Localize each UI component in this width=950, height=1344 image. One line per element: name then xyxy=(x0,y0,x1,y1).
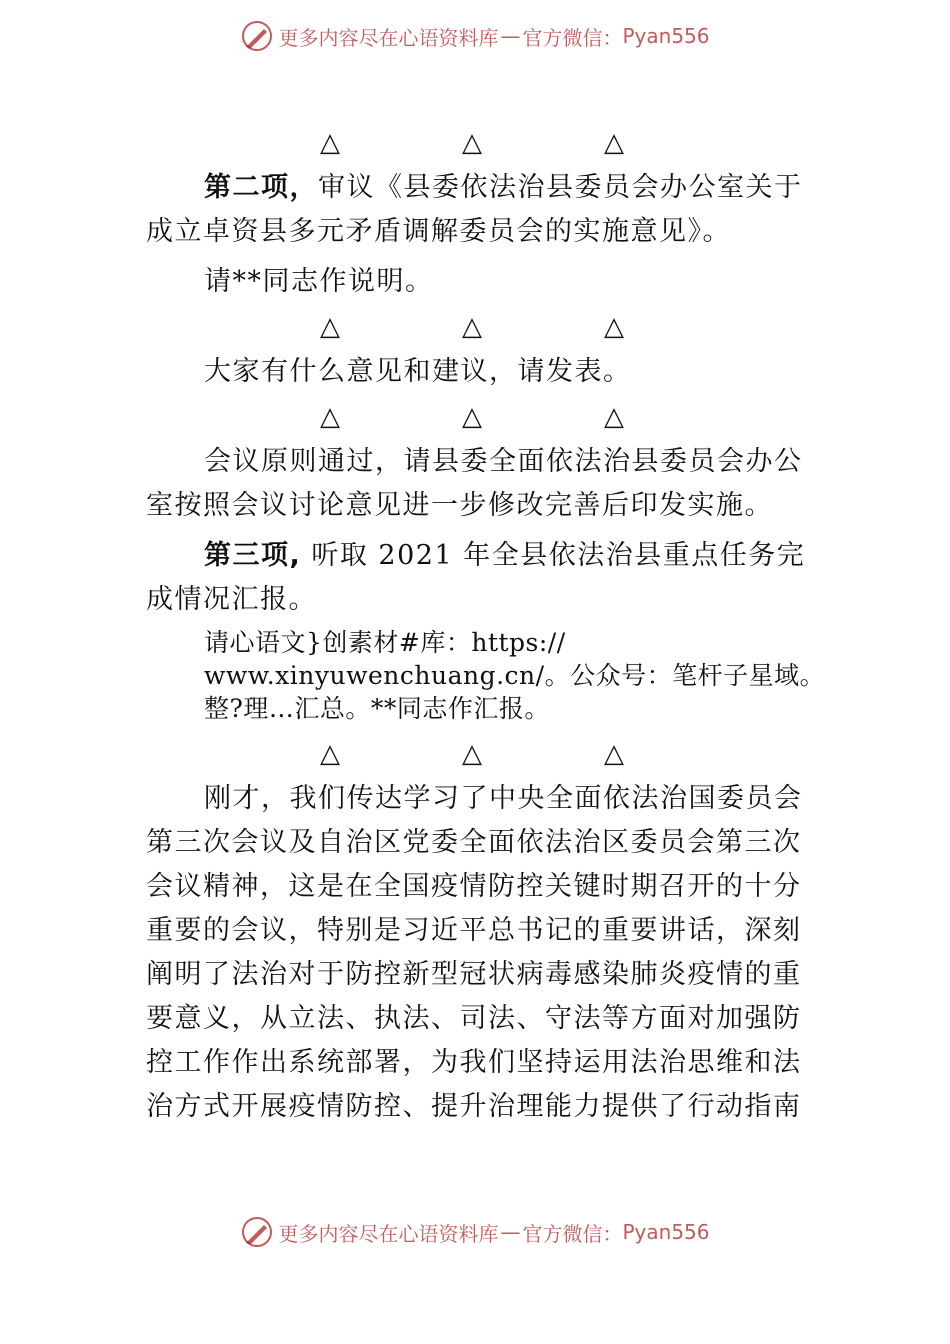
pass-paragraph: 会议原则通过，请县委全面依法治县委员会办公室按照会议讨论意见进一步修改完善后印发实施。 xyxy=(146,446,803,521)
triangle-divider xyxy=(146,731,826,777)
header-brand: 更多内容尽在心语资料库 xyxy=(278,25,499,50)
footer-wechat-label: 官方微信： xyxy=(522,1221,623,1246)
item2-title: 第二项， xyxy=(204,172,318,203)
note-line: 整?理…汇总。**同志作汇报。 xyxy=(204,694,550,723)
item3-paragraph xyxy=(146,534,826,622)
triangle-divider xyxy=(146,304,826,350)
triangle-mark: △ xyxy=(320,128,340,158)
opinion-paragraph: 大家有什么意见和建议，请发表。 xyxy=(204,356,632,387)
explain-paragraph: 请**同志作说明。 xyxy=(204,266,434,297)
item2-paragraph xyxy=(146,166,826,254)
footer-banner xyxy=(0,1212,950,1252)
watermark-note xyxy=(204,626,884,725)
header-wechat-id: Pyan556 xyxy=(622,24,710,48)
header-separator: — xyxy=(500,24,521,48)
triangle-mark: △ xyxy=(462,128,482,158)
pen-logo-icon xyxy=(240,19,274,53)
footer-brand: 更多内容尽在心语资料库 xyxy=(278,1221,499,1246)
triangle-mark: △ xyxy=(320,739,340,769)
triangle-mark: △ xyxy=(320,312,340,342)
triangle-mark: △ xyxy=(604,128,624,158)
triangle-mark: △ xyxy=(604,402,624,432)
triangle-divider xyxy=(146,120,826,166)
item3-title: 第三项, xyxy=(204,540,302,571)
header-wechat-label: 官方微信： xyxy=(522,25,623,50)
triangle-mark: △ xyxy=(320,402,340,432)
triangle-mark: △ xyxy=(462,312,482,342)
note-line: www.xinyuwenchuang.cn/。公众号：笔杆子星域。 xyxy=(204,661,826,690)
triangle-mark: △ xyxy=(604,739,624,769)
document-body xyxy=(146,120,826,1129)
footer-wechat-id: Pyan556 xyxy=(622,1220,710,1244)
triangle-mark: △ xyxy=(462,402,482,432)
note-line: 请心语文}创素材#库：https:// xyxy=(204,628,566,657)
item3-text: 听取 2021 年全县依法治县重点任务完成情况汇报。 xyxy=(146,540,806,615)
triangle-mark: △ xyxy=(604,312,624,342)
item2-text: 审议《县委依法治县委员会办公室关于成立卓资县多元矛盾调解委员会的实施意见》。 xyxy=(146,172,803,247)
triangle-mark: △ xyxy=(462,739,482,769)
pen-logo-icon xyxy=(240,1215,274,1249)
final-paragraph: 刚才，我们传达学习了中央全面依法治国委员会第三次会议及自治区党委全面依法治区委员会第三次会议精神，这是在全国疫情防控关键时期召开的十分重要的会议，特别是习近平总书记的重要讲话，深刻阐明了法治对于防控新型冠状病毒感染肺炎疫情的重要意义，从立法、执法、司法、守法等方面对加强防控工作作出系统部署，为我们坚持运用法治思维和法治方式开展疫情防控、提升治理能力提供了行动指南 xyxy=(146,783,803,1122)
footer-separator: — xyxy=(500,1220,521,1244)
triangle-divider xyxy=(146,394,826,440)
header-banner xyxy=(0,16,950,56)
